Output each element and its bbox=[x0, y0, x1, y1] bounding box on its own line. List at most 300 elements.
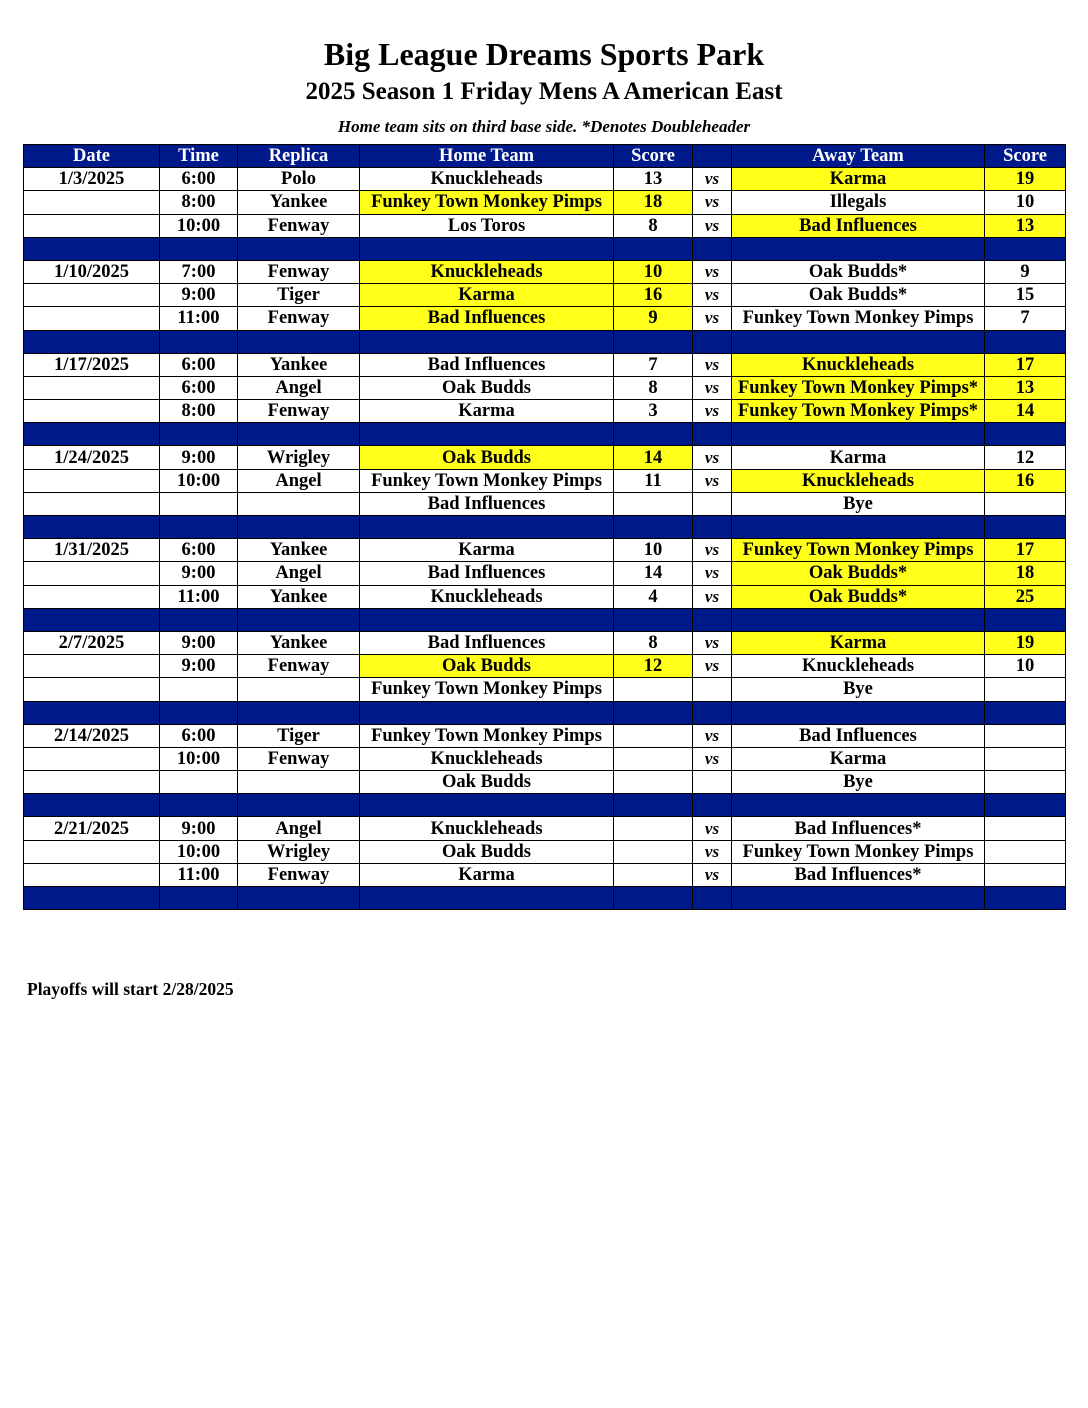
game-time: 8:00 bbox=[160, 400, 238, 423]
game-row bbox=[24, 539, 1066, 562]
separator-cell bbox=[238, 330, 360, 353]
game-row bbox=[24, 562, 1066, 585]
vs-label: vs bbox=[693, 655, 732, 678]
home-score bbox=[614, 724, 693, 747]
separator-cell bbox=[693, 608, 732, 631]
away-score: 9 bbox=[985, 260, 1066, 283]
game-replica: Fenway bbox=[238, 307, 360, 330]
game-row bbox=[24, 678, 1066, 701]
schedule-body bbox=[24, 168, 1066, 910]
separator-cell bbox=[238, 887, 360, 910]
game-date bbox=[24, 469, 160, 492]
game-time: 11:00 bbox=[160, 307, 238, 330]
separator-cell bbox=[160, 330, 238, 353]
game-replica: Yankee bbox=[238, 353, 360, 376]
home-score: 8 bbox=[614, 631, 693, 654]
game-row bbox=[24, 376, 1066, 399]
away-team: Knuckleheads bbox=[732, 655, 985, 678]
vs-label: vs bbox=[693, 840, 732, 863]
away-team: Karma bbox=[732, 747, 985, 770]
vs-label: vs bbox=[693, 284, 732, 307]
separator-cell bbox=[24, 794, 160, 817]
separator-cell bbox=[24, 701, 160, 724]
away-team: Oak Budds* bbox=[732, 284, 985, 307]
vs-label: vs bbox=[693, 469, 732, 492]
separator-cell bbox=[24, 330, 160, 353]
away-team: Oak Budds* bbox=[732, 562, 985, 585]
away-score bbox=[985, 492, 1066, 515]
away-team: Oak Budds* bbox=[732, 260, 985, 283]
game-date: 1/10/2025 bbox=[24, 260, 160, 283]
week-separator-row bbox=[24, 608, 1066, 631]
home-team: Oak Budds bbox=[360, 376, 614, 399]
separator-cell bbox=[160, 423, 238, 446]
away-team: Bad Influences bbox=[732, 214, 985, 237]
game-row bbox=[24, 353, 1066, 376]
game-row bbox=[24, 631, 1066, 654]
game-row bbox=[24, 840, 1066, 863]
away-score: 19 bbox=[985, 631, 1066, 654]
vs-label: vs bbox=[693, 631, 732, 654]
vs-label: vs bbox=[693, 400, 732, 423]
vs-label: vs bbox=[693, 863, 732, 886]
home-score: 8 bbox=[614, 214, 693, 237]
home-score bbox=[614, 840, 693, 863]
game-time: 8:00 bbox=[160, 191, 238, 214]
game-date bbox=[24, 562, 160, 585]
separator-cell bbox=[693, 887, 732, 910]
home-team: Knuckleheads bbox=[360, 585, 614, 608]
home-team: Funkey Town Monkey Pimps bbox=[360, 191, 614, 214]
home-team: Oak Budds bbox=[360, 446, 614, 469]
schedule-note: Home team sits on third base side. *Denotes Doubleheader bbox=[337, 117, 751, 136]
separator-cell bbox=[732, 423, 985, 446]
home-score: 14 bbox=[614, 446, 693, 469]
home-team: Oak Budds bbox=[360, 771, 614, 794]
game-date bbox=[24, 585, 160, 608]
game-row bbox=[24, 191, 1066, 214]
game-time: 9:00 bbox=[160, 284, 238, 307]
game-time bbox=[160, 678, 238, 701]
home-team: Karma bbox=[360, 284, 614, 307]
home-score: 13 bbox=[614, 168, 693, 191]
col-header-home-team: Home Team bbox=[360, 145, 614, 168]
game-replica: Angel bbox=[238, 817, 360, 840]
game-time bbox=[160, 492, 238, 515]
separator-cell bbox=[24, 608, 160, 631]
game-date: 1/31/2025 bbox=[24, 539, 160, 562]
game-row bbox=[24, 747, 1066, 770]
separator-cell bbox=[985, 701, 1066, 724]
week-separator-row bbox=[24, 701, 1066, 724]
separator-cell bbox=[360, 794, 614, 817]
vs-label: vs bbox=[693, 260, 732, 283]
separator-cell bbox=[160, 794, 238, 817]
game-time: 6:00 bbox=[160, 724, 238, 747]
home-score: 7 bbox=[614, 353, 693, 376]
separator-cell bbox=[238, 423, 360, 446]
home-team: Knuckleheads bbox=[360, 817, 614, 840]
separator-cell bbox=[693, 794, 732, 817]
game-replica: Yankee bbox=[238, 539, 360, 562]
away-score bbox=[985, 771, 1066, 794]
game-date bbox=[24, 771, 160, 794]
away-score bbox=[985, 817, 1066, 840]
game-date bbox=[24, 655, 160, 678]
home-score bbox=[614, 492, 693, 515]
vs-label: vs bbox=[693, 446, 732, 469]
away-score: 17 bbox=[985, 353, 1066, 376]
away-team: Oak Budds* bbox=[732, 585, 985, 608]
away-score: 12 bbox=[985, 446, 1066, 469]
separator-cell bbox=[238, 608, 360, 631]
separator-cell bbox=[732, 887, 985, 910]
separator-cell bbox=[985, 516, 1066, 539]
home-score: 11 bbox=[614, 469, 693, 492]
vs-label: vs bbox=[693, 307, 732, 330]
week-separator-row bbox=[24, 423, 1066, 446]
game-row bbox=[24, 863, 1066, 886]
home-team: Funkey Town Monkey Pimps bbox=[360, 678, 614, 701]
separator-cell bbox=[614, 701, 693, 724]
separator-cell bbox=[732, 516, 985, 539]
separator-cell bbox=[985, 887, 1066, 910]
away-team: Bye bbox=[732, 492, 985, 515]
week-separator-row bbox=[24, 887, 1066, 910]
separator-cell bbox=[614, 237, 693, 260]
game-replica: Fenway bbox=[238, 400, 360, 423]
away-score: 10 bbox=[985, 655, 1066, 678]
game-row bbox=[24, 307, 1066, 330]
separator-cell bbox=[693, 330, 732, 353]
game-time: 11:00 bbox=[160, 863, 238, 886]
away-team: Knuckleheads bbox=[732, 469, 985, 492]
game-date bbox=[24, 284, 160, 307]
col-header-away-team: Away Team bbox=[732, 145, 985, 168]
game-time: 6:00 bbox=[160, 539, 238, 562]
separator-cell bbox=[160, 237, 238, 260]
separator-cell bbox=[360, 608, 614, 631]
game-time: 9:00 bbox=[160, 446, 238, 469]
game-time: 9:00 bbox=[160, 817, 238, 840]
home-score bbox=[614, 747, 693, 770]
week-separator-row bbox=[24, 794, 1066, 817]
vs-label: vs bbox=[693, 747, 732, 770]
playoffs-note: Playoffs will start 2/28/2025 bbox=[27, 979, 234, 999]
game-replica: Fenway bbox=[238, 863, 360, 886]
col-header-home-score: Score bbox=[614, 145, 693, 168]
home-team: Karma bbox=[360, 400, 614, 423]
separator-cell bbox=[732, 237, 985, 260]
home-team: Knuckleheads bbox=[360, 747, 614, 770]
home-team: Funkey Town Monkey Pimps bbox=[360, 469, 614, 492]
game-row bbox=[24, 469, 1066, 492]
vs-label: vs bbox=[693, 562, 732, 585]
game-date: 2/21/2025 bbox=[24, 817, 160, 840]
vs-label: vs bbox=[693, 817, 732, 840]
separator-cell bbox=[360, 330, 614, 353]
away-score: 18 bbox=[985, 562, 1066, 585]
away-score bbox=[985, 747, 1066, 770]
game-time bbox=[160, 771, 238, 794]
game-row bbox=[24, 724, 1066, 747]
game-replica: Fenway bbox=[238, 214, 360, 237]
away-team: Knuckleheads bbox=[732, 353, 985, 376]
game-date bbox=[24, 191, 160, 214]
game-row bbox=[24, 655, 1066, 678]
separator-cell bbox=[985, 237, 1066, 260]
vs-label: vs bbox=[693, 585, 732, 608]
away-score: 13 bbox=[985, 214, 1066, 237]
separator-cell bbox=[160, 608, 238, 631]
page-subtitle: 2025 Season 1 Friday Mens A American East bbox=[305, 78, 783, 105]
week-separator-row bbox=[24, 516, 1066, 539]
vs-label: vs bbox=[693, 539, 732, 562]
away-score: 17 bbox=[985, 539, 1066, 562]
vs-label: vs bbox=[693, 724, 732, 747]
separator-cell bbox=[985, 330, 1066, 353]
away-score bbox=[985, 863, 1066, 886]
vs-label bbox=[693, 771, 732, 794]
home-score: 12 bbox=[614, 655, 693, 678]
game-time: 6:00 bbox=[160, 376, 238, 399]
separator-cell bbox=[238, 516, 360, 539]
game-row bbox=[24, 400, 1066, 423]
separator-cell bbox=[160, 887, 238, 910]
away-team: Bad Influences* bbox=[732, 863, 985, 886]
separator-cell bbox=[360, 516, 614, 539]
separator-cell bbox=[985, 423, 1066, 446]
game-time: 6:00 bbox=[160, 168, 238, 191]
vs-label: vs bbox=[693, 353, 732, 376]
game-time: 10:00 bbox=[160, 214, 238, 237]
game-replica: Tiger bbox=[238, 724, 360, 747]
home-team: Karma bbox=[360, 863, 614, 886]
game-date: 1/17/2025 bbox=[24, 353, 160, 376]
game-date bbox=[24, 307, 160, 330]
game-replica: Wrigley bbox=[238, 446, 360, 469]
game-row bbox=[24, 214, 1066, 237]
home-score: 16 bbox=[614, 284, 693, 307]
game-replica bbox=[238, 771, 360, 794]
separator-cell bbox=[238, 701, 360, 724]
away-score: 19 bbox=[985, 168, 1066, 191]
game-row bbox=[24, 492, 1066, 515]
game-date: 1/3/2025 bbox=[24, 168, 160, 191]
away-score: 13 bbox=[985, 376, 1066, 399]
separator-cell bbox=[614, 423, 693, 446]
game-replica: Angel bbox=[238, 376, 360, 399]
vs-label bbox=[693, 678, 732, 701]
away-score bbox=[985, 724, 1066, 747]
away-score: 10 bbox=[985, 191, 1066, 214]
week-separator-row bbox=[24, 237, 1066, 260]
separator-cell bbox=[693, 423, 732, 446]
game-time: 10:00 bbox=[160, 747, 238, 770]
game-replica: Yankee bbox=[238, 585, 360, 608]
home-score: 18 bbox=[614, 191, 693, 214]
home-team: Karma bbox=[360, 539, 614, 562]
game-replica: Polo bbox=[238, 168, 360, 191]
game-replica: Angel bbox=[238, 562, 360, 585]
home-score: 3 bbox=[614, 400, 693, 423]
separator-cell bbox=[985, 608, 1066, 631]
separator-cell bbox=[732, 608, 985, 631]
schedule-table bbox=[23, 144, 1066, 910]
separator-cell bbox=[24, 887, 160, 910]
separator-cell bbox=[614, 608, 693, 631]
separator-cell bbox=[693, 237, 732, 260]
away-score bbox=[985, 678, 1066, 701]
away-team: Bad Influences bbox=[732, 724, 985, 747]
separator-cell bbox=[160, 516, 238, 539]
home-score bbox=[614, 678, 693, 701]
vs-label: vs bbox=[693, 168, 732, 191]
away-score: 15 bbox=[985, 284, 1066, 307]
vs-label bbox=[693, 492, 732, 515]
col-header-away-score: Score bbox=[985, 145, 1066, 168]
game-replica: Fenway bbox=[238, 655, 360, 678]
game-row bbox=[24, 771, 1066, 794]
game-time: 9:00 bbox=[160, 631, 238, 654]
col-header-date: Date bbox=[24, 145, 160, 168]
separator-cell bbox=[238, 794, 360, 817]
vs-label: vs bbox=[693, 376, 732, 399]
separator-cell bbox=[360, 887, 614, 910]
away-team: Illegals bbox=[732, 191, 985, 214]
separator-cell bbox=[360, 423, 614, 446]
col-header-vs bbox=[693, 145, 732, 168]
game-time: 6:00 bbox=[160, 353, 238, 376]
away-score: 14 bbox=[985, 400, 1066, 423]
away-team: Bye bbox=[732, 678, 985, 701]
game-replica bbox=[238, 678, 360, 701]
home-team: Bad Influences bbox=[360, 353, 614, 376]
col-header-time: Time bbox=[160, 145, 238, 168]
header-row bbox=[24, 145, 1066, 168]
away-team: Funkey Town Monkey Pimps bbox=[732, 539, 985, 562]
game-date bbox=[24, 678, 160, 701]
game-replica: Yankee bbox=[238, 631, 360, 654]
away-score: 25 bbox=[985, 585, 1066, 608]
game-row bbox=[24, 284, 1066, 307]
week-separator-row bbox=[24, 330, 1066, 353]
separator-cell bbox=[160, 701, 238, 724]
away-team: Karma bbox=[732, 168, 985, 191]
home-team: Bad Influences bbox=[360, 631, 614, 654]
separator-cell bbox=[693, 516, 732, 539]
game-row bbox=[24, 168, 1066, 191]
separator-cell bbox=[238, 237, 360, 260]
home-score bbox=[614, 863, 693, 886]
game-replica: Wrigley bbox=[238, 840, 360, 863]
game-time: 7:00 bbox=[160, 260, 238, 283]
separator-cell bbox=[614, 887, 693, 910]
game-date bbox=[24, 747, 160, 770]
away-team: Funkey Town Monkey Pimps bbox=[732, 307, 985, 330]
home-score: 4 bbox=[614, 585, 693, 608]
game-date bbox=[24, 840, 160, 863]
game-date bbox=[24, 863, 160, 886]
separator-cell bbox=[693, 701, 732, 724]
separator-cell bbox=[985, 794, 1066, 817]
home-team: Funkey Town Monkey Pimps bbox=[360, 724, 614, 747]
game-replica: Angel bbox=[238, 469, 360, 492]
home-team: Bad Influences bbox=[360, 492, 614, 515]
vs-label: vs bbox=[693, 191, 732, 214]
home-score bbox=[614, 817, 693, 840]
home-team: Knuckleheads bbox=[360, 260, 614, 283]
game-replica: Fenway bbox=[238, 260, 360, 283]
game-replica: Yankee bbox=[238, 191, 360, 214]
separator-cell bbox=[24, 423, 160, 446]
away-team: Funkey Town Monkey Pimps bbox=[732, 840, 985, 863]
home-score: 9 bbox=[614, 307, 693, 330]
game-row bbox=[24, 446, 1066, 469]
game-row bbox=[24, 260, 1066, 283]
separator-cell bbox=[732, 701, 985, 724]
home-team: Bad Influences bbox=[360, 307, 614, 330]
game-date: 2/14/2025 bbox=[24, 724, 160, 747]
game-time: 9:00 bbox=[160, 655, 238, 678]
separator-cell bbox=[24, 516, 160, 539]
away-team: Karma bbox=[732, 446, 985, 469]
home-team: Knuckleheads bbox=[360, 168, 614, 191]
separator-cell bbox=[614, 794, 693, 817]
game-date: 1/24/2025 bbox=[24, 446, 160, 469]
vs-label: vs bbox=[693, 214, 732, 237]
home-team: Los Toros bbox=[360, 214, 614, 237]
separator-cell bbox=[360, 701, 614, 724]
away-team: Funkey Town Monkey Pimps* bbox=[732, 400, 985, 423]
col-header-replica: Replica bbox=[238, 145, 360, 168]
separator-cell bbox=[614, 516, 693, 539]
game-date bbox=[24, 214, 160, 237]
separator-cell bbox=[732, 330, 985, 353]
game-row bbox=[24, 585, 1066, 608]
game-date bbox=[24, 376, 160, 399]
away-team: Bad Influences* bbox=[732, 817, 985, 840]
home-team: Oak Budds bbox=[360, 840, 614, 863]
away-score: 16 bbox=[985, 469, 1066, 492]
away-team: Bye bbox=[732, 771, 985, 794]
game-date bbox=[24, 400, 160, 423]
game-time: 11:00 bbox=[160, 585, 238, 608]
game-date bbox=[24, 492, 160, 515]
home-score: 8 bbox=[614, 376, 693, 399]
separator-cell bbox=[732, 794, 985, 817]
home-score: 10 bbox=[614, 539, 693, 562]
home-team: Oak Budds bbox=[360, 655, 614, 678]
game-time: 10:00 bbox=[160, 840, 238, 863]
separator-cell bbox=[614, 330, 693, 353]
home-score: 10 bbox=[614, 260, 693, 283]
game-time: 10:00 bbox=[160, 469, 238, 492]
home-score bbox=[614, 771, 693, 794]
separator-cell bbox=[360, 237, 614, 260]
game-time: 9:00 bbox=[160, 562, 238, 585]
game-replica: Fenway bbox=[238, 747, 360, 770]
separator-cell bbox=[24, 237, 160, 260]
game-date: 2/7/2025 bbox=[24, 631, 160, 654]
game-row bbox=[24, 817, 1066, 840]
game-replica bbox=[238, 492, 360, 515]
game-replica: Tiger bbox=[238, 284, 360, 307]
away-score: 7 bbox=[985, 307, 1066, 330]
home-team: Bad Influences bbox=[360, 562, 614, 585]
page-title: Big League Dreams Sports Park bbox=[323, 36, 765, 72]
away-score bbox=[985, 840, 1066, 863]
